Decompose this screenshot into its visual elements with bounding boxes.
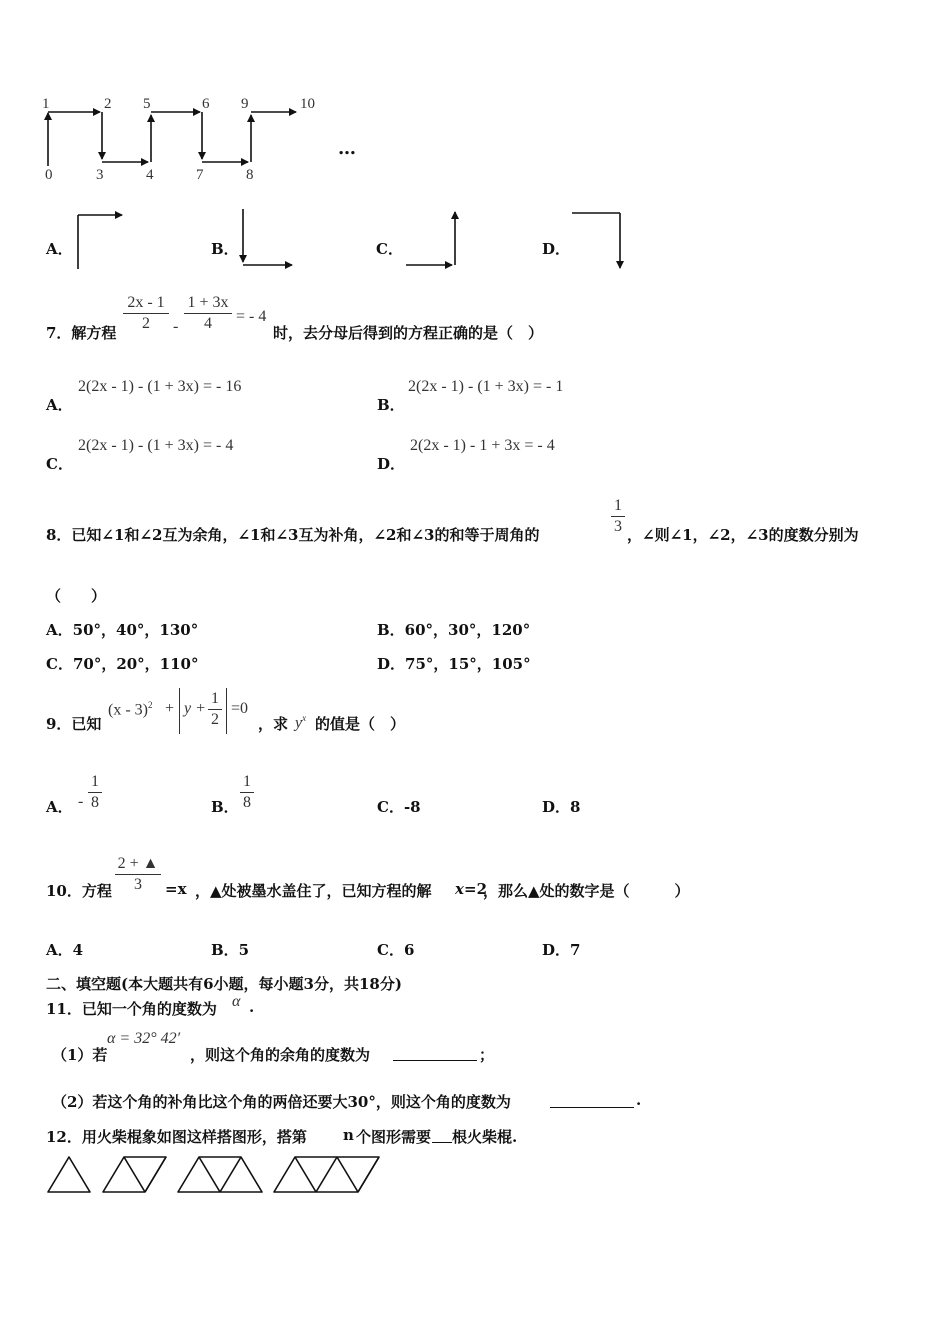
- q8-option-a[interactable]: A．50°，40°，130°: [46, 621, 199, 639]
- q9-prefix: 9．已知: [46, 715, 102, 733]
- q9-plus: +: [165, 700, 175, 717]
- q9-abs-bar-left: [179, 688, 180, 734]
- fig-option-a-label[interactable]: A．: [46, 240, 73, 258]
- q10-eqx: =x: [165, 880, 187, 898]
- q9-option-a-denominator: 8: [91, 794, 99, 811]
- fig-option-d-label[interactable]: D．: [542, 240, 571, 258]
- q10-frac-denominator: 3: [134, 876, 142, 893]
- q8-frac-numerator: 1: [614, 497, 622, 514]
- q7-option-c-label[interactable]: C．: [46, 455, 73, 473]
- q7-number: 7．解方程: [46, 324, 117, 342]
- q12-n: n: [343, 1126, 354, 1144]
- fig-label-10: 10: [300, 96, 315, 112]
- q11-part1-end: ；: [479, 1046, 495, 1064]
- q7-minus: -: [173, 318, 179, 335]
- q9-option-a-fraction[interactable]: [88, 772, 102, 813]
- q8-option-b[interactable]: B．60°，30°，120°: [377, 621, 531, 639]
- q8-fraction: [611, 496, 625, 537]
- fig-label-4: 4: [146, 167, 154, 183]
- q9-abs-inner: y +: [184, 700, 206, 717]
- q9-option-b-label[interactable]: B．: [211, 798, 239, 816]
- q10-option-a[interactable]: A．4: [46, 941, 84, 959]
- q12-mid: 个图形需要: [356, 1128, 432, 1146]
- fig-option-c-arrow[interactable]: [402, 205, 472, 275]
- q7-frac1-numerator: 2x - 1: [127, 294, 165, 311]
- section-2-heading: 二、填空题(本大题共有6小题，每小题3分，共18分): [46, 975, 402, 993]
- q9-eq: =0: [231, 700, 249, 717]
- q7-frac1-denominator: 2: [142, 315, 150, 332]
- q11-part2-answer-blank[interactable]: [550, 1093, 634, 1108]
- triangle-figure-1: [48, 1157, 90, 1192]
- q9-frac-numerator: 1: [211, 690, 219, 707]
- q10-option-c[interactable]: C．6: [377, 941, 415, 959]
- q12-prefix: 12．用火柴棍象如图这样搭图形，搭第: [46, 1128, 307, 1146]
- fig-label-5: 5: [143, 96, 151, 112]
- fig-option-c-label[interactable]: C．: [376, 240, 403, 258]
- fig-label-0: 0: [45, 167, 53, 183]
- arrow-path-svg: [40, 100, 340, 190]
- q8-option-d[interactable]: D．75°，15°，105°: [377, 655, 531, 673]
- q9-y-exponent: x: [302, 713, 307, 723]
- fig-option-d-arrow[interactable]: [568, 205, 638, 275]
- q7-option-c[interactable]: 2(2x - 1) - (1 + 3x) = - 4: [78, 437, 234, 454]
- q10-frac-numerator: 2 + ▲: [117, 855, 159, 872]
- q11-text: 11．已知一个角的度数为: [46, 1000, 217, 1018]
- q10-option-d[interactable]: D．7: [542, 941, 581, 959]
- triangle-figure-2: [103, 1157, 166, 1192]
- fig-label-1: 1: [42, 96, 50, 112]
- ellipsis: …: [338, 138, 356, 159]
- q10-text: ，▲处被墨水盖住了，已知方程的解: [195, 882, 432, 900]
- q10-text-2: ，那么▲处的数字是（ ）: [483, 882, 690, 900]
- q9-abs-bar-right: [226, 688, 227, 734]
- q9-expr-base: (x - 3): [108, 701, 148, 719]
- fig-label-7: 7: [196, 167, 204, 183]
- matchstick-triangles-figure: [45, 1155, 385, 1200]
- q9-exponent: 2: [147, 700, 153, 710]
- q11-part1-answer-blank[interactable]: [393, 1046, 477, 1061]
- q9-frac-denominator: 2: [211, 711, 219, 728]
- q9-expr-squared: [108, 700, 152, 719]
- q10-fraction: [115, 854, 161, 895]
- q10-eq2: =2: [464, 880, 488, 898]
- q7-rhs: = - 4: [236, 308, 267, 325]
- q8-text: 8．已知∠1和∠2互为余角，∠1和∠3互为补角，∠2和∠3的和等于周角的: [46, 526, 540, 544]
- q7-frac2-denominator: 4: [204, 315, 212, 332]
- q12-suffix: 根火柴棍.: [452, 1128, 518, 1146]
- triangle-figure-4: [274, 1157, 379, 1192]
- q7-fraction-2: [184, 293, 232, 334]
- q9-fraction: [208, 689, 222, 730]
- fig-label-6: 6: [202, 96, 210, 112]
- q9-option-b-fraction[interactable]: [240, 772, 254, 813]
- q7-option-a[interactable]: 2(2x - 1) - (1 + 3x) = - 16: [78, 378, 242, 395]
- fig-option-b-arrow[interactable]: [236, 205, 306, 275]
- q10-x: x: [455, 880, 464, 898]
- q11-part1-prefix: （1）若: [52, 1046, 108, 1064]
- q9-suffix: 的值是（ ）: [315, 715, 406, 733]
- fig-label-3: 3: [96, 167, 104, 183]
- q7-option-a-label[interactable]: A．: [46, 396, 73, 414]
- fig-label-9: 9: [241, 96, 249, 112]
- q11-part2-end: .: [636, 1091, 642, 1109]
- q9-option-a-label[interactable]: A．: [46, 798, 73, 816]
- q7-option-d-label[interactable]: D．: [377, 455, 406, 473]
- q7-suffix: 时，去分母后得到的方程正确的是（ ）: [273, 324, 544, 342]
- fig-label-2: 2: [104, 96, 112, 112]
- q11-part1-suffix: ，则这个角的余角的度数为: [190, 1046, 371, 1064]
- q9-option-b-numerator: 1: [243, 773, 251, 790]
- q9-option-a-numerator: 1: [91, 773, 99, 790]
- fig-label-8: 8: [246, 167, 254, 183]
- q9-option-c[interactable]: C．-8: [377, 798, 421, 816]
- q9-y: [295, 713, 306, 732]
- q10-prefix: 10．方程: [46, 882, 112, 900]
- q11-alpha: α: [232, 993, 241, 1010]
- q8-text-2: ，∠则∠1，∠2，∠3的度数分别为: [627, 526, 859, 544]
- q7-option-b[interactable]: 2(2x - 1) - (1 + 3x) = - 1: [408, 378, 564, 395]
- q8-frac-denominator: 3: [614, 518, 622, 535]
- q9-y-base: y: [295, 714, 303, 732]
- q7-fraction-1: [123, 293, 169, 334]
- q9-option-a-sign[interactable]: -: [78, 793, 84, 810]
- q7-option-b-label[interactable]: B．: [377, 396, 405, 414]
- q8-option-c[interactable]: C．70°，20°，110°: [46, 655, 199, 673]
- q9-mid: ，求: [258, 715, 289, 733]
- q11-dot: .: [249, 998, 255, 1016]
- q8-paren: （ ）: [46, 587, 107, 605]
- q11-part2-text: （2）若这个角的补角比这个角的两倍还要大30°，则这个角的度数为: [52, 1093, 511, 1111]
- q10-option-b[interactable]: B．5: [211, 941, 250, 959]
- q9-option-b-denominator: 8: [243, 794, 251, 811]
- fig-option-b-label[interactable]: B．: [211, 240, 239, 258]
- triangle-figure-3: [178, 1157, 262, 1192]
- q7-frac2-numerator: 1 + 3x: [187, 294, 229, 311]
- fig-option-a-arrow[interactable]: [70, 205, 130, 275]
- q11-part1-expr: α = 32° 42′: [107, 1030, 181, 1047]
- q12-answer-blank[interactable]: [432, 1128, 452, 1143]
- q7-option-d[interactable]: 2(2x - 1) - 1 + 3x = - 4: [410, 437, 555, 454]
- q9-option-d[interactable]: D．8: [542, 798, 581, 816]
